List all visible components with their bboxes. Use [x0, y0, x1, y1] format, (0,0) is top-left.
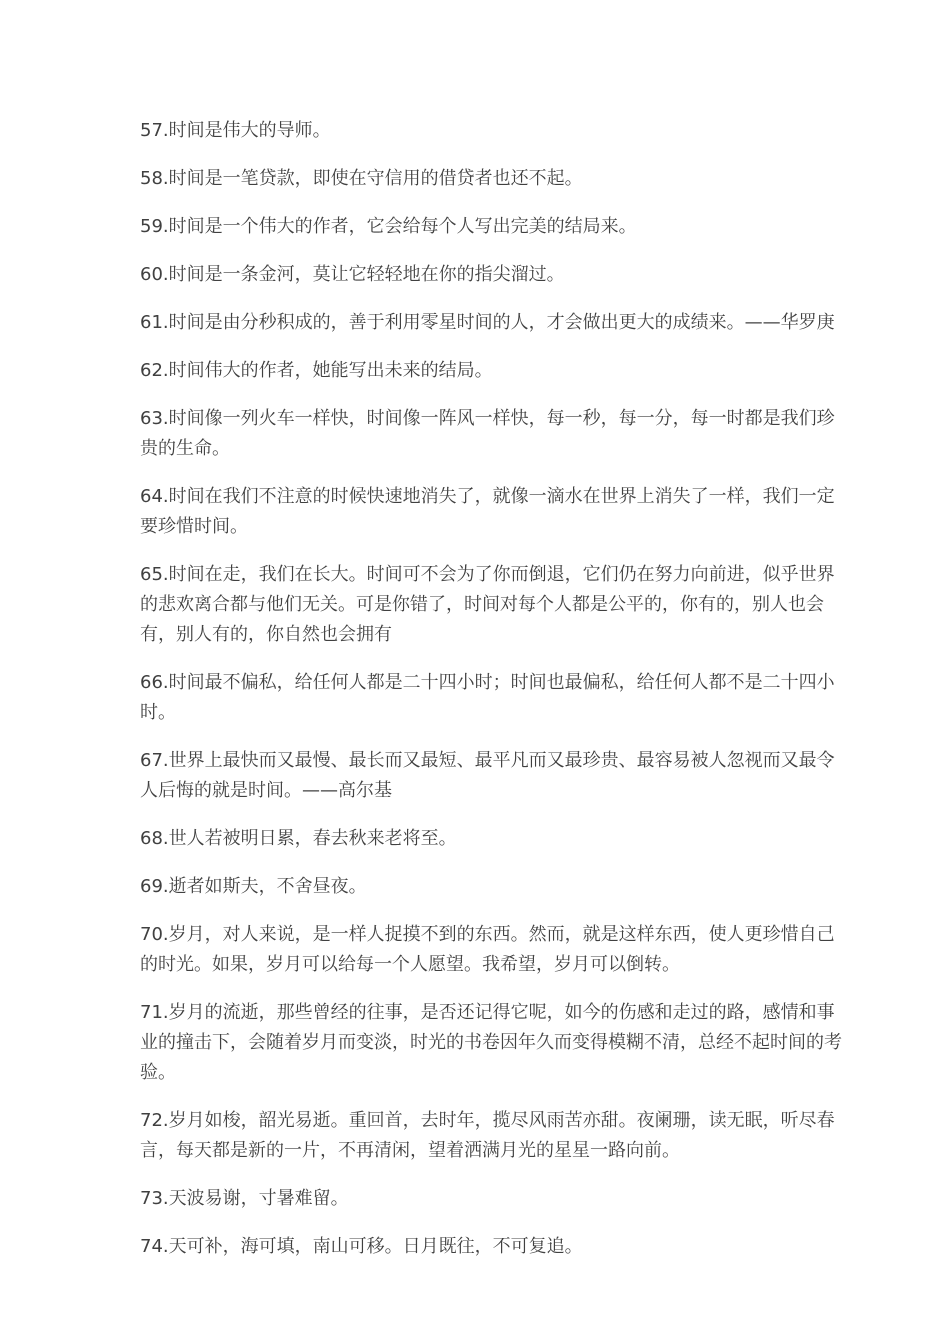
quote-text: 世界上最快而又最慢、最长而又最短、最平凡而又最珍贵、最容易被人忽视而又最令人后悔的就是时间。——高尔基 — [140, 750, 835, 801]
quote-text: 时间在走，我们在长大。时间可不会为了你而倒退，它们仍在努力向前进，似乎世界的悲欢离合都与他们无关。可是你错了，时间对每个人都是公平的，你有的，别人也会有，别人有的，你自然也会拥有 — [140, 564, 835, 645]
quote-text: 时间是伟大的导师。 — [168, 120, 331, 141]
quote-list — [140, 116, 846, 1262]
quote-item-62 — [140, 356, 846, 386]
quote-item-67 — [140, 746, 846, 806]
quote-item-68 — [140, 824, 846, 854]
quote-item-71 — [140, 998, 846, 1088]
quote-item-63 — [140, 404, 846, 464]
quote-text: 时间是一笔贷款，即使在守信用的借贷者也还不起。 — [168, 168, 583, 189]
quote-number: 72. — [140, 1110, 169, 1131]
quote-number: 59. — [140, 216, 169, 237]
quote-text: 天可补，海可填，南山可移。日月既往，不可复追。 — [168, 1236, 583, 1257]
quote-number: 67. — [140, 750, 169, 771]
quote-item-74 — [140, 1232, 846, 1262]
quote-number: 66. — [140, 672, 169, 693]
quote-number: 63. — [140, 408, 169, 429]
quote-text: 时间伟大的作者，她能写出未来的结局。 — [168, 360, 493, 381]
quote-text: 岁月如梭，韶光易逝。重回首，去时年，揽尽风雨苦亦甜。夜阑珊，读无眠，听尽春言，每天都是新的一片，不再清闲，望着洒满月光的星星一路向前。 — [140, 1110, 835, 1161]
quote-number: 58. — [140, 168, 169, 189]
quote-item-64 — [140, 482, 846, 542]
quote-text: 岁月，对人来说，是一样人捉摸不到的东西。然而，就是这样东西，使人更珍惜自己的时光。如果，岁月可以给每一个人愿望。我希望，岁月可以倒转。 — [140, 924, 835, 975]
quote-number: 71. — [140, 1002, 169, 1023]
quote-item-60 — [140, 260, 846, 290]
quote-number: 74. — [140, 1236, 169, 1257]
quote-item-69 — [140, 872, 846, 902]
quote-number: 60. — [140, 264, 169, 285]
quote-number: 62. — [140, 360, 169, 381]
quote-number: 64. — [140, 486, 169, 507]
quote-number: 61. — [140, 312, 169, 333]
quote-number: 68. — [140, 828, 169, 849]
quote-item-57 — [140, 116, 846, 146]
quote-number: 65. — [140, 564, 169, 585]
quote-item-58 — [140, 164, 846, 194]
quote-item-66 — [140, 668, 846, 728]
quote-text: 时间是一个伟大的作者，它会给每个人写出完美的结局来。 — [168, 216, 637, 237]
quote-item-72 — [140, 1106, 846, 1166]
quote-item-61 — [140, 308, 846, 338]
quote-number: 70. — [140, 924, 169, 945]
quote-text: 天波易谢，寸暑难留。 — [168, 1188, 349, 1209]
quote-number: 57. — [140, 120, 169, 141]
quote-text: 岁月的流逝，那些曾经的往事，是否还记得它呢，如今的伤感和走过的路，感情和事业的撞击下，会随着岁月而变淡，时光的书卷因年久而变得模糊不清，总经不起时间的考验。 — [140, 1002, 842, 1083]
quote-item-59 — [140, 212, 846, 242]
quote-text: 逝者如斯夫，不舍昼夜。 — [168, 876, 367, 897]
quote-number: 69. — [140, 876, 169, 897]
quote-text: 时间是一条金河，莫让它轻轻地在你的指尖溜过。 — [168, 264, 565, 285]
quote-text: 时间像一列火车一样快，时间像一阵风一样快，每一秒，每一分，每一时都是我们珍贵的生命。 — [140, 408, 835, 459]
quote-text: 时间最不偏私，给任何人都是二十四小时；时间也最偏私，给任何人都不是二十四小时。 — [140, 672, 835, 723]
quote-item-70 — [140, 920, 846, 980]
quote-text: 时间在我们不注意的时候快速地消失了，就像一滴水在世界上消失了一样，我们一定要珍惜时间。 — [140, 486, 835, 537]
quote-text: 世人若被明日累，春去秋来老将至。 — [168, 828, 457, 849]
quote-item-73 — [140, 1184, 846, 1214]
quote-text: 时间是由分秒积成的，善于利用零星时间的人，才会做出更大的成绩来。——华罗庚 — [168, 312, 835, 333]
quote-item-65 — [140, 560, 846, 650]
quote-number: 73. — [140, 1188, 169, 1209]
